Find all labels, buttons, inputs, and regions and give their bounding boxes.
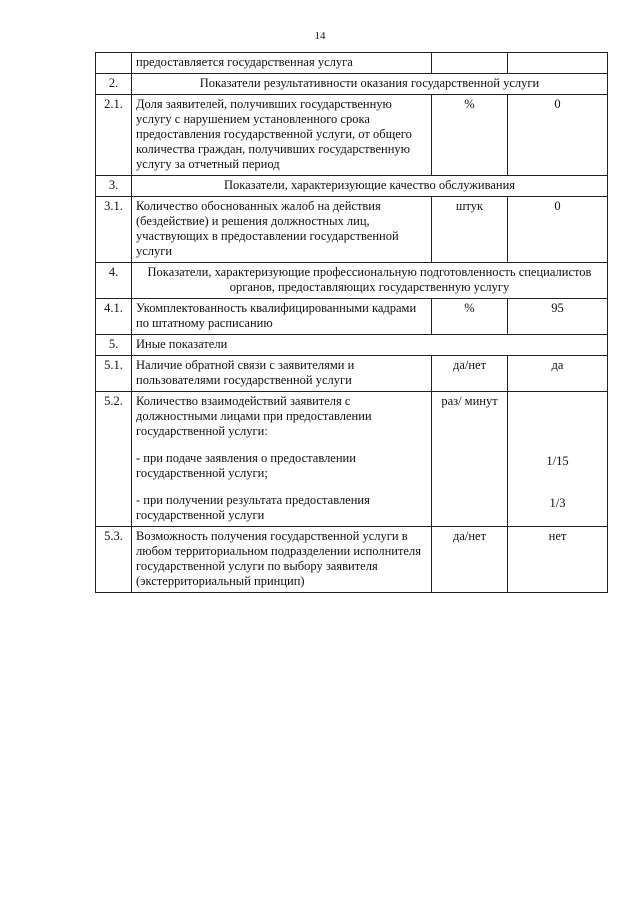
table-section-row xyxy=(96,176,608,197)
table-section-row xyxy=(96,74,608,95)
table-row xyxy=(96,197,608,263)
cell-indicator-name xyxy=(132,392,432,527)
cell-unit: % xyxy=(432,299,508,335)
cell-number: 5.3. xyxy=(96,527,132,593)
cell-value: 0 xyxy=(508,95,608,176)
cell-value: 0 xyxy=(508,197,608,263)
cell-unit: раз/ минут xyxy=(432,392,508,527)
table-section-row xyxy=(96,335,608,356)
table-row xyxy=(96,356,608,392)
cell-number: 4. xyxy=(96,263,132,299)
cell-number: 4.1. xyxy=(96,299,132,335)
cell-unit: да/нет xyxy=(432,527,508,593)
cell-number: 3. xyxy=(96,176,132,197)
indicator-sub-item: - при подаче заявления о предоставлении государственной услуги; xyxy=(136,451,356,480)
cell-number: 2.1. xyxy=(96,95,132,176)
cell-indicator-name: Наличие обратной связи с заявителями и пользователями государственной услуги xyxy=(132,356,432,392)
sub-value: 1/3 xyxy=(549,496,566,510)
sub-value: 1/15 xyxy=(546,454,569,468)
cell-value: 95 xyxy=(508,299,608,335)
table-section-row xyxy=(96,263,608,299)
table-row xyxy=(96,95,608,176)
cell-indicator-name: предоставляется государственная услуга xyxy=(132,53,432,74)
cell-value: да xyxy=(508,356,608,392)
table-row xyxy=(96,299,608,335)
cell-indicator-name: Доля заявителей, получивших государственную услугу с нарушением установленного срока предоставления государственной услуги, от общего количества граждан, получивших государственную услугу за отчетный период xyxy=(132,95,432,176)
cell-number: 3.1. xyxy=(96,197,132,263)
cell-value xyxy=(508,392,608,527)
cell-number: 5. xyxy=(96,335,132,356)
cell-unit: да/нет xyxy=(432,356,508,392)
table-row xyxy=(96,392,608,527)
page-number: 14 xyxy=(314,30,326,42)
section-title: Иные показатели xyxy=(132,335,608,356)
cell-indicator-name: Количество обоснованных жалоб на действия (бездействие) и решения должностных лиц, участвующих в предоставлении государственной услуги xyxy=(132,197,432,263)
cell-value xyxy=(508,53,608,74)
cell-number: 2. xyxy=(96,74,132,95)
cell-value: нет xyxy=(508,527,608,593)
indicator-sub-item: - при получении результата предоставления государственной услуги xyxy=(136,493,370,522)
cell-unit: штук xyxy=(432,197,508,263)
cell-indicator-name: Возможность получения государственной услуги в любом территориальном подразделении исполнителя государственной услуги по выбору заявителя (экстерриториальный принцип) xyxy=(132,527,432,593)
table-row-continuation xyxy=(96,53,608,74)
cell-number: 5.1. xyxy=(96,356,132,392)
section-title: Показатели, характеризующие качество обслуживания xyxy=(132,176,608,197)
section-title: Показатели, характеризующие профессиональную подготовленность специалистов органов, предоставляющих государственную услугу xyxy=(132,263,608,299)
cell-number: 5.2. xyxy=(96,392,132,527)
indicators-table xyxy=(95,52,608,593)
table-row xyxy=(96,527,608,593)
section-title: Показатели результативности оказания государственной услуги xyxy=(132,74,608,95)
indicator-main-text: Количество взаимодействий заявителя с должностными лицами при предоставлении государственной услуги: xyxy=(136,394,372,438)
cell-indicator-name: Укомплектованность квалифицированными кадрами по штатному расписанию xyxy=(132,299,432,335)
cell-number xyxy=(96,53,132,74)
cell-unit: % xyxy=(432,95,508,176)
cell-unit xyxy=(432,53,508,74)
